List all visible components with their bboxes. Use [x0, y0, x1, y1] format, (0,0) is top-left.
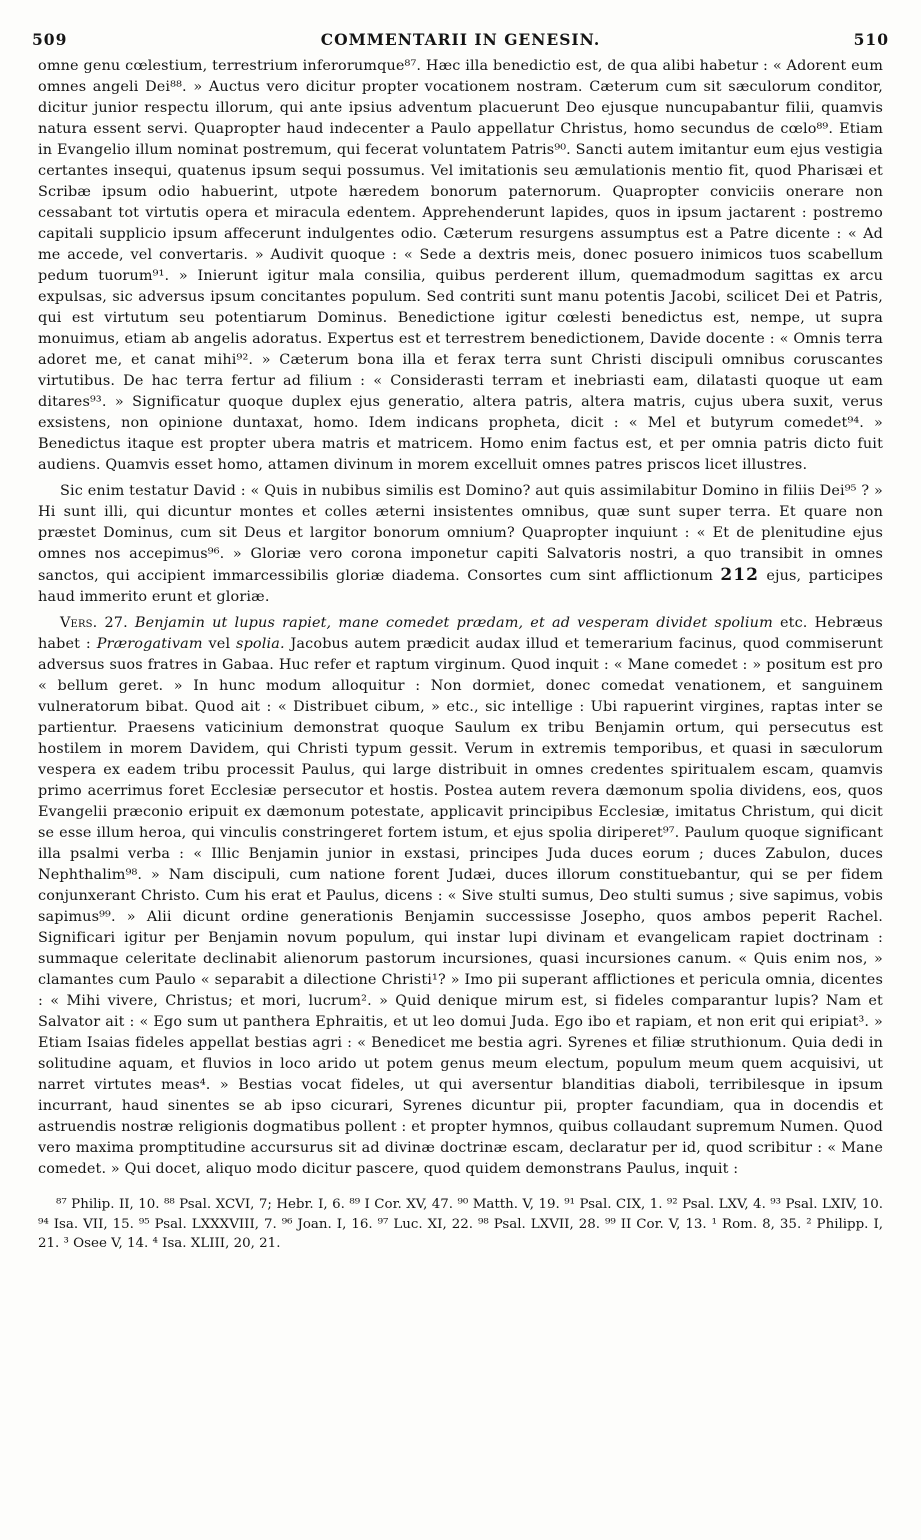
- paragraph-david-text: Sic enim testatur David : « Quis in nubibus similis est Domino? aut quis assimilabitur Domino in filiis Dei⁹⁵ ? » Hi sunt illi, qui dicuntur montes et colles æterni insistentes omnibus, quæ sunt super terra. Et quare non præstet Dominus, cum sit Deus et largitor bonorum omnium? Quapropter inquiunt : « Et de plenitudine ejus omnes nos accepimus⁹⁶. » Gloriæ vero corona imponetur capiti Salvatoris nostri, a quo transibit in omnes sanctos, qui accipient immarcessibilis gloriæ diadema. Consortes cum sint afflictionum: [38, 483, 883, 584]
- right-page-number: 510: [853, 30, 889, 49]
- verse-word-prerogativam: Prærogativam: [96, 636, 203, 652]
- footnotes: ⁸⁷ Philip. II, 10. ⁸⁸ Psal. XCVI, 7; Hebr. I, 6. ⁸⁹ I Cor. XV, 47. ⁹⁰ Matth. V, 19. ⁹¹ Psal. CIX, 1. ⁹² Psal. LXV, 4. ⁹³ Psal. LXIV, 10. ⁹⁴ Isa. VII, 15. ⁹⁵ Psal. LXXXVIII, 7. ⁹⁶ Joan. I, 16. ⁹⁷ Luc. XI, 22. ⁹⁸ Psal. LXVII, 28. ⁹⁹ II Cor. V, 13. ¹ Rom. 8, 35. ² Philipp. I, 21. ³ Osee V, 14. ⁴ Isa. XLIII, 20, 21.: [38, 1197, 883, 1251]
- left-page-number: 509: [32, 30, 68, 49]
- running-title: COMMENTARII IN GENESIN.: [320, 30, 601, 49]
- body-text: [38, 56, 883, 1180]
- running-head: [32, 30, 889, 54]
- verse-label: Vers. 27.: [60, 615, 128, 631]
- verse-27-paragraph: [38, 613, 883, 1180]
- paragraph-david: [38, 481, 883, 608]
- verse-text-3: Jacobus autem prædicit audax illud et temerarium facinus, quod commiserunt adversus suos fratres in Gabaa. Huc refer et raptum virginum. Quod inquit : « Mane comedet : » positum est pro « bellum geret. » In hunc modum alloquitur : Non dormiet, donec comedat venationem, et sanguinem vulneratorum bibat. Quod ait : « Distribuet cibum, » etc., sic intellige : Ubi rapuerint virgines, raptas inter se partientur. Praesens vaticinium demonstrat quoque Saulum ex tribu Benjamin ortum, qui persecutus est hostilem in morem Davidem, qui Christi typum gessit. Verum in extremis temporibus, et quasi in sæculorum vespera ex eadem tribu processit Paulus, qui large distribuit in omnes credentes spiritualem escam, quamvis primo acerrimus foret Ecclesiæ persecutor et hostis. Postea autem revera dæmonum spolia dividens, eos, quos Evangelii præconio eripuit ex dæmonum potestate, applicavit principibus Ecclesiæ, imitatus Christum, qui dicit se esse illum heroa, qui vinculis constringeret fortem istum, et ejus spolia diriperet⁹⁷. Paulum quoque significant illa psalmi verba : « Illic Benjamin junior in exstasi, principes Juda duces eorum ; duces Zabulon, duces Nephthalim⁹⁸. » Nam discipuli, cum natione forent Judæi, duces illorum constituebantur, qui se per fidem conjunxerant Christo. Cum his erat et Paulus, dicens : « Sive stulti sumus, Deo stulti sumus ; sive sapimus, vobis sapimus⁹⁹. » Alii dicunt ordine generationis Benjamin successisse Josepho, quos ambos peperit Rachel. Significari igitur per Benjamin novum populum, qui instar lupi divinam et evangelicam rapiet doctrinam : summaque celeritate declinabit alienorum pastorum incursiones, quasi incursiones canum. « Quis enim nos, » clamantes cum Paulo « separabit a dilectione Christi¹? » Imo pii superant afflictiones et pericula omnia, dicentes : « Mihi vivere, Christus; et mori, lucrum². » Quid denique mirum est, si fideles comparantur lupis? Nam et Salvator ait : « Ego sum ut panthera Ephraitis, et ut leo domui Juda. Ego ibo et rapiam, et non erit qui eripiat³. » Etiam Isaias fideles appellat bestias agri : « Benedicet me bestia agri. Syrenes et filiæ struthionum. Quia dedi in solitudine aquam, et fluvios in loco arido ut potem genus meum electum, populum meum quem acquisivi, ut narret virtutes meas⁴. » Bestias vocat fideles, ut qui aversentur blanditias diaboli, terribilesque in ipsum incurrant, haud sinentes se ab ipso cicurari, Syrenes dicuntur pii, propter facundiam, qua in docendis et astruendis nostræ religionis dogmatibus pollent : et propter hymnos, quibus collaudant supremum Numen. Quod vero maxima promptitudine accursurus sit ad divinæ doctrinæ escam, declaratur per id, quod scribitur : « Mane comedet. » Qui docet, aliquo modo dicitur pascere, quod quidem demonstrans Paulus, inquit :: [38, 636, 883, 1177]
- margin-column-number: 212: [720, 565, 759, 585]
- verse-word-spolia: spolia.: [236, 636, 285, 652]
- paragraph-david-end: ejus, participes haud immerito erunt et gloriæ.: [38, 568, 883, 605]
- verse-text-1: etc. Hebræus habet :: [38, 615, 883, 652]
- verse-lemma: Benjamin ut lupus rapiet, mane comedet prædam, et ad vesperam dividet spolium: [134, 615, 773, 631]
- verse-text-2: vel: [208, 636, 231, 652]
- paragraph-continuation: omne genu cœlestium, terrestrium inferorumque⁸⁷. Hæc illa benedictio est, de qua alibi habetur : « Adorent eum omnes angeli Dei⁸⁸. » Auctus vero dicitur propter vocationem nostram. Cæterum cum sit sæculorum conditor, dicitur junior respectu illorum, qui ante ipsius adventum placuerunt Deo ejusque nuncupabantur filii, quamvis natura essent servi. Quapropter haud indecenter a Paulo appellatur Christus, homo secundus de cœlo⁸⁹. Etiam in Evangelio illum nominat postremum, qui fecerat voluntatem Patris⁹⁰. Sancti autem imitantur eum ejus vestigia certantes insequi, quatenus ipsum sequi possumus. Vel imitationis seu æmulationis mentio fit, quod Pharisæi et Scribæ ipsum odio habuerint, utpote hæredem bonorum paternorum. Quapropter conviciis onerare non cessabant tot virtutis opera et miracula edentem. Apprehenderunt lapides, quos in ipsum jactarent : postremo capitali supplicio ipsum affecerunt indulgentes odio. Cæterum resurgens assumptus est a Patre dicente : « Ad me accede, vel convertaris. » Audivit quoque : « Sede a dextris meis, donec posuero inimicos tuos scabellum pedum tuorum⁹¹. » Inierunt igitur mala consilia, quibus perderent illum, quemadmodum sagittas ex arcu expulsas, sic adversus ipsum concitantes populum. Sed contriti sunt manu potentis Jacobi, scilicet Dei et Patris, qui est virtutum seu potentiarum Dominus. Benedictione igitur cœlesti benedictus est, nempe, ut supra monuimus, etiam ab angelis adoratus. Expertus est et terrestrem benedictionem, Davide docente : « Omnis terra adoret me, et canat mihi⁹². » Cæterum bona illa et ferax terra sunt Christi discipuli omnibus coruscantes virtutibus. De hac terra fertur ad filium : « Considerasti terram et inebriasti eam, dilatasti quoque ut eam ditares⁹³. » Significatur quoque duplex ejus generatio, altera patris, altera matris, cujus ubera suxit, verus exsistens, non opinione duntaxat, homo. Idem indicans propheta, dicit : « Mel et butyrum comedet⁹⁴. » Benedictus itaque est propter ubera matris et matricem. Homo enim factus est, et per omnia patris dicto fuit audiens. Quamvis esset homo, attamen divinum in morem excelluit omnes patres priscos licet illustres.: [38, 58, 883, 473]
